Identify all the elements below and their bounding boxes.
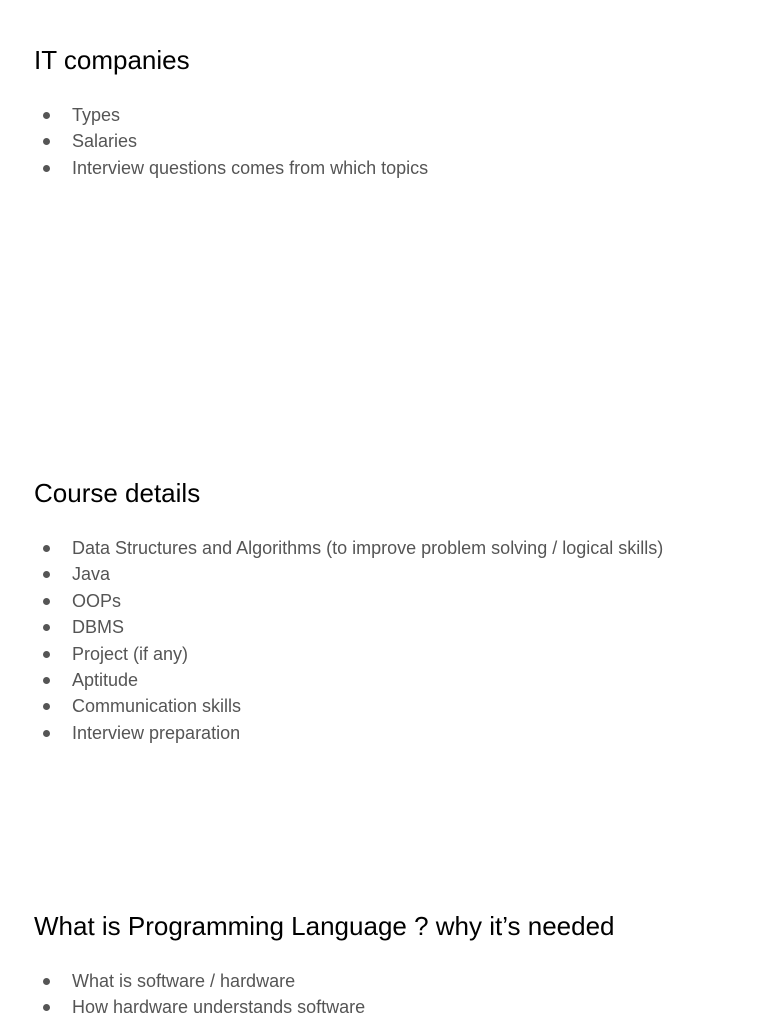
section-it-companies	[34, 45, 748, 178]
list-item	[34, 641, 748, 667]
list-item	[34, 155, 748, 181]
list-item	[34, 968, 748, 994]
list-item	[34, 614, 748, 640]
bullet-icon	[43, 138, 50, 145]
list-item	[34, 102, 748, 128]
bullet-icon	[43, 545, 50, 552]
list-item-text: What is software / hardware	[72, 971, 296, 991]
list-item-text: OOPs	[72, 590, 122, 611]
list-item-text: How hardware understands software	[72, 997, 366, 1018]
list-item	[34, 994, 748, 1020]
list-item-text: Project (if any)	[72, 643, 189, 664]
list-item	[34, 128, 748, 154]
bullet-icon	[43, 571, 50, 578]
list-item-text: Interview questions comes from which topics	[72, 157, 429, 178]
bullet-icon	[43, 598, 50, 605]
section-heading: IT companies	[34, 45, 190, 75]
list-item	[34, 561, 748, 587]
list-item	[34, 535, 748, 561]
bullet-icon	[43, 978, 50, 985]
section-heading: What is Programming Language ? why it’s needed	[34, 911, 615, 941]
section-programming-language	[34, 911, 748, 1018]
list-item	[34, 588, 748, 614]
list-item-text: Communication skills	[72, 696, 242, 717]
bullet-icon	[43, 730, 50, 737]
bullet-list	[34, 535, 748, 746]
list-item-text: Interview preparation	[72, 722, 241, 743]
bullet-list	[34, 102, 748, 181]
list-item	[34, 693, 748, 719]
list-item	[34, 720, 748, 746]
bullet-icon	[43, 624, 50, 631]
section-heading: Course details	[34, 478, 201, 508]
list-item-text: Salaries	[72, 131, 138, 152]
bullet-list	[34, 968, 748, 1021]
bullet-icon	[43, 1004, 50, 1011]
section-course-details	[34, 478, 748, 743]
list-item-text: Aptitude	[72, 669, 139, 690]
list-item-text: Java	[72, 564, 111, 585]
bullet-icon	[43, 703, 50, 710]
list-item-text: Data Structures and Algorithms (to improve problem solving / logical skills)	[72, 538, 664, 558]
bullet-icon	[43, 112, 50, 119]
list-item-text: DBMS	[72, 617, 125, 638]
bullet-icon	[43, 651, 50, 658]
bullet-icon	[43, 165, 50, 172]
list-item	[34, 667, 748, 693]
list-item-text: Types	[72, 105, 121, 125]
bullet-icon	[43, 677, 50, 684]
